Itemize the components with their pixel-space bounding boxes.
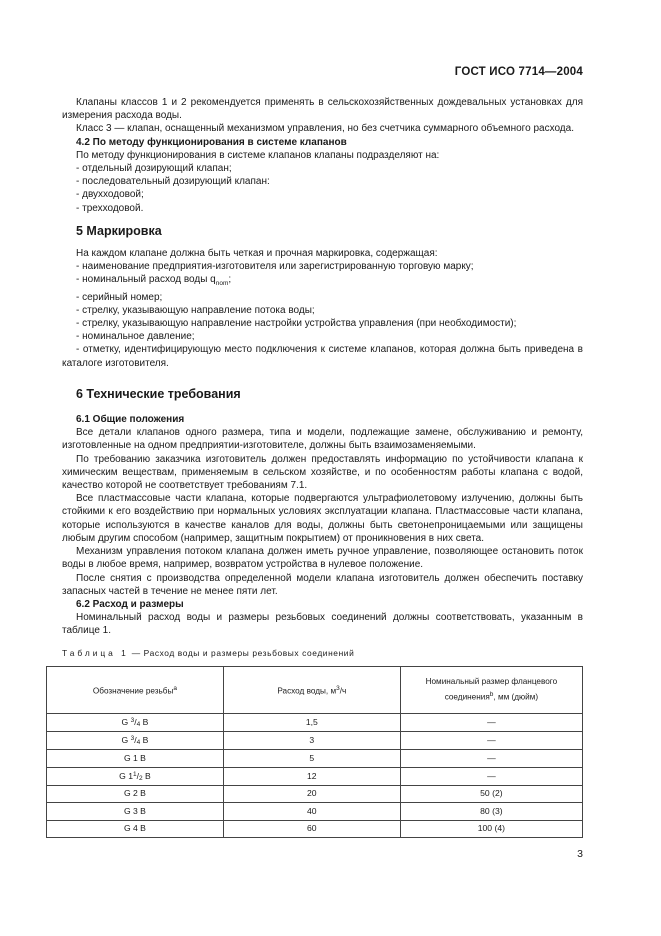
- thread-cell: G 1 B: [47, 750, 224, 768]
- flange-cell: —: [400, 713, 582, 731]
- table-row: [47, 785, 583, 803]
- list-item: - наименование предприятия-изготовителя или зарегистрированную торговую марку;: [76, 261, 474, 273]
- col-header-thread: Обозначение резьбы$^a$: [47, 666, 224, 713]
- table-caption: [62, 647, 583, 660]
- table-row: [47, 820, 583, 838]
- list-item: - серийный номер;: [76, 291, 163, 303]
- qnom-end: ;: [228, 274, 232, 286]
- thread-cell: G $^3/_4$ B: [47, 731, 224, 749]
- paragraph: Все пластмассовые части клапана, которые подвергаются ультрафиолетовому излучению, должны быть стойкими к его воздействию при нормальных условиях эксплуатации клапана. Пластмассовые части клапана, которые используются в качестве каналов для воды, должны быть светонепроницаемыми или защищены любым другим способом (например, защитным покрытием) от проникновения в них света.: [62, 493, 583, 544]
- table-row: [47, 803, 583, 821]
- flow-cell: 3: [223, 731, 400, 749]
- qnom-text: - номинальный расход воды q: [76, 274, 216, 286]
- table-caption-label: Таблица 1: [62, 647, 129, 658]
- thread-cell: G 2 B: [47, 785, 224, 803]
- flow-cell: 20: [223, 785, 400, 803]
- section-4-2-title: 4.2 По методу функционирования в системе клапанов: [76, 136, 347, 148]
- table-row: [47, 750, 583, 768]
- flange-cell: —: [400, 750, 582, 768]
- flow-dimensions-table: [46, 666, 583, 839]
- table-caption-text: — Расход воды и размеры резьбовых соединений: [128, 647, 355, 658]
- section-5-lead: На каждом клапане должна быть четкая и прочная маркировка, содержащая:: [76, 248, 438, 260]
- paragraph: Механизм управления потоком клапана должен иметь ручное управление, позволяющее остановить поток воды в любое время, например, возвратом устройства в нулевое положение.: [62, 546, 583, 571]
- flow-cell: 60: [223, 820, 400, 838]
- flange-cell: 80 (3): [400, 803, 582, 821]
- list-item: - последовательный дозирующий клапан:: [76, 176, 270, 188]
- flow-cell: 40: [223, 803, 400, 821]
- section-5-title: 5 Маркировка: [76, 223, 162, 238]
- section-4-2-lead: По методу функционирования в системе клапанов клапаны подразделяют на:: [76, 149, 440, 161]
- section-6-1-title: 6.1 Общие положения: [76, 414, 185, 426]
- list-item: - отметку, идентифицирующую место подключения к системе клапанов, которая должна быть приведена в каталоге изготовителя.: [62, 344, 583, 369]
- thread-cell: G $^3/_4$ B: [47, 713, 224, 731]
- col-header-flow: Расход воды, $м^3/ч$: [223, 666, 400, 713]
- thread-cell: G 4 B: [47, 820, 224, 838]
- flange-cell: —: [400, 731, 582, 749]
- intro-paragraph-2: Класс 3 — клапан, оснащенный механизмом управления, но без счетчика суммарного объемного расхода.: [76, 123, 574, 135]
- table-row: [47, 731, 583, 749]
- table-body: [47, 713, 583, 838]
- doc-code-header: ГОСТ ИСО 7714—2004: [454, 66, 583, 78]
- document-body: [62, 96, 583, 838]
- list-item: - номинальное давление;: [76, 331, 195, 343]
- col-header-flange: Номинальный размер фланцевого соединения$^b$, мм (дюйм): [400, 666, 582, 713]
- flange-cell: 100 (4): [400, 820, 582, 838]
- paragraph: По требованию заказчика изготовитель должен предоставлять информацию по устойчивости клапана к химическим веществам, применяемым в сельском хозяйстве, и по особенностям работы клапана с водой, качество которой не соответствует требованиям 7.1.: [62, 453, 583, 492]
- section-6-2-title: 6.2 Расход и размеры: [76, 598, 184, 610]
- flow-cell: 1,5: [223, 713, 400, 731]
- list-item: - стрелку, указывающую направление настройки устройства управления (при необходимости);: [76, 318, 517, 330]
- paragraph: Все детали клапанов одного размера, типа и модели, подлежащие замене, обслуживанию и ремонту, изготовленные на одном предприятии-изготовителе, должны быть взаимозаменяемыми.: [62, 427, 583, 452]
- page-number: 3: [577, 848, 583, 860]
- list-item: - трехходовой.: [76, 202, 144, 214]
- paragraph: Номинальный расход воды и размеры резьбовых соединений должны соответствовать, указанным в таблице 1.: [62, 612, 583, 637]
- flow-cell: 5: [223, 750, 400, 768]
- table-row: [47, 767, 583, 785]
- list-item: [62, 273, 583, 290]
- thread-cell: G 3 B: [47, 803, 224, 821]
- thread-cell: G $1^1/_2$ B: [47, 767, 224, 785]
- list-item: - стрелку, указывающую направление потока воды;: [76, 304, 315, 316]
- paragraph: После снятия с производства определенной модели клапана изготовитель должен обеспечить поставку запасных частей в течение не менее пяти лет.: [62, 572, 583, 597]
- list-item: - двухходовой;: [76, 189, 144, 201]
- list-item: - отдельный дозирующий клапан;: [76, 163, 232, 175]
- intro-paragraph-1: Клапаны классов 1 и 2 рекомендуется применять в сельскохозяйственных дождевальных установках для измерения расхода воды.: [62, 97, 583, 122]
- qnom-subscript: nom: [215, 280, 229, 288]
- table-header-row: [47, 666, 583, 713]
- flange-cell: —: [400, 767, 582, 785]
- flange-cell: 50 (2): [400, 785, 582, 803]
- table-row: [47, 713, 583, 731]
- section-6-title: 6 Технические требования: [76, 386, 241, 401]
- flow-cell: 12: [223, 767, 400, 785]
